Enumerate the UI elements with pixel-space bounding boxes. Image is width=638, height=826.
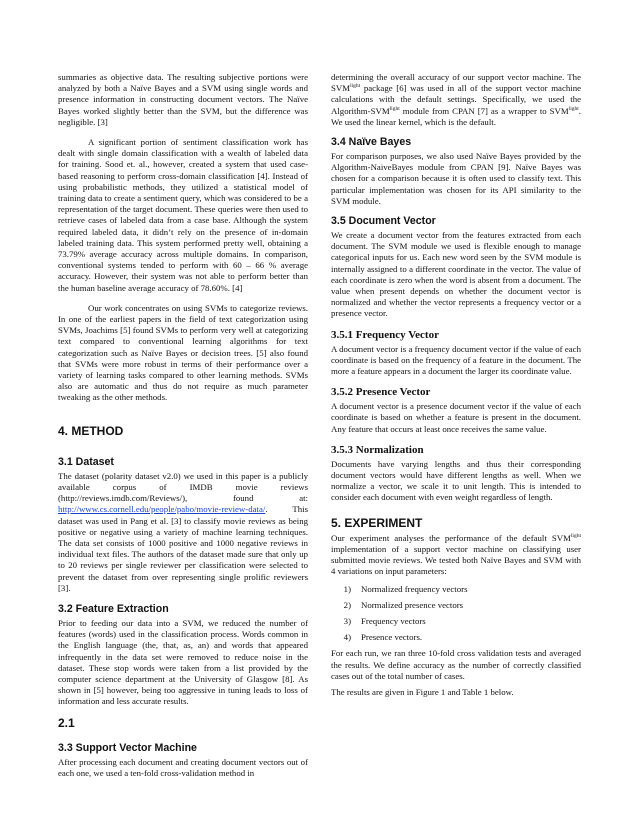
superscript-light: light	[570, 532, 581, 539]
paragraph-dataset	[58, 471, 308, 594]
dataset-link[interactable]: http://www.cs.cornell.edu/people/pabo/movie-review-data/	[58, 504, 266, 515]
list-number: 3)	[343, 615, 351, 626]
superscript-light: light	[568, 105, 579, 112]
heading-frequency-vector: 3.5.1 Frequency Vector	[331, 328, 439, 341]
list-item	[331, 632, 581, 643]
paragraph-cross-domain: A significant portion of sentiment classification work has dealt with single domain classification with a wealth of labeled data for training. Sood et. al., however, created a system that used case-based reasoning to perform cross-domain classification [4]. Instead of using probabilistic methods, they utilized a statistical model of training data to create a sentiment query, which was considered to be a representation of the target document. These queries were then used to retrieve cases of labeled data from a case base. Although the system required labeled data, it didn’t rely on the presence of in-domain labeled training data. This system performed pretty well, obtaining a 73.79% average accuracy across multiple domains. In comparison, conventional systems tended to perform with 60 – 66 % average accuracy. However, their system was not able to perform better than the human baseline average accuracy of 78.60%. [4]	[58, 137, 308, 293]
paragraph-runs: For each run, we ran three 10-fold cross validation tests and averaged the results. We define accuracy as the number of correctly classified cases out of the total number of cases.	[331, 648, 581, 681]
list-text: Presence vectors.	[361, 632, 423, 643]
superscript-light: light	[350, 83, 361, 90]
list-item	[331, 584, 581, 595]
paragraph-results: The results are given in Figure 1 and Table 1 below.	[331, 686, 514, 697]
heading-normalization: 3.5.3 Normalization	[331, 443, 424, 456]
heading-2-1: 2.1	[58, 715, 75, 730]
list-item	[331, 616, 581, 627]
list-number: 2)	[343, 599, 351, 610]
text-run: module from CPAN [7] as a wrapper to SVM	[399, 105, 569, 116]
paragraph-feature-extraction: Prior to feeding our data into a SVM, we reduced the number of features (words) used in the classification process. Words common in the English language (the, that, as, an) and words that appeared infrequently in the data set were removed to reduce noise in the dataset. These stop words were taken from a list provided by the computer science department at the University of Glasgow [8]. As shown in [5] however, being too aggressive in tuning leads to loss of information and less accurate results.	[58, 617, 308, 707]
paragraph-experiment	[331, 533, 581, 578]
dataset-text-b: . This dataset was used in Pang et al. [3] to classify movie reviews as being positive or negative using a variety of machine learning techniques. The data set consists of 1000 positive and 1000 negative reviews in individual text files. The authors of the dataset made sure that only up to 20 reviews per single reviewer per classification were selected to prevent the dataset from over representing single prolific reviewers [3].	[58, 504, 308, 593]
paragraph-svm-work: Our work concentrates on using SVMs to categorize reviews. In one of the earliest papers in the field of text categorization using SVMs, Joachims [5] found SVMs to perform very well at categorizing text compared to conventional learning algorithms for text categorization such as Naïve Bayes or decision trees. [5] also found that SVMs were more robust in terms of their performance over a variety of learning tasks compared to other learning methods. SVMs also are automatic and thus do not require as much parameter tweaking as the other methods.	[58, 302, 308, 403]
paragraph-normalization: Documents have varying lengths and thus their corresponding document vectors would have different lengths as well. When we normalize a vector, we scale it to unit length. This is intended to consider each document with even weight regardless of length.	[331, 458, 581, 503]
paragraph-support-vector-machine: After processing each document and creating document vectors out of each one, we used a ten-fold cross-validation method in	[58, 756, 308, 778]
list-text: Normalized presence vectors	[361, 599, 464, 610]
text-run: determining the overall accuracy of our support vector machine. The SVM	[331, 72, 581, 94]
text-run: implementation of a support vector machine on classifying user submitted movie reviews. We tested both Naïve Bayes and SVM with 4 variations on input parameters:	[331, 543, 581, 577]
left-column	[58, 72, 308, 779]
list-text: Normalized frequency vectors	[361, 583, 468, 594]
heading-presence-vector: 3.5.2 Presence Vector	[331, 386, 431, 399]
dataset-text-a: The dataset (polarity dataset v2.0) we used in this paper is a publicly available corpus of IMDB movie reviews (http://reviews.imdb.com/Reviews/), found at:	[58, 470, 308, 504]
paragraph-svm-accuracy	[331, 72, 581, 128]
superscript-light: light	[389, 105, 400, 112]
paragraph-naive-bayes: For comparison purposes, we also used Naïve Bayes provided by the Algorithm-NaiveBayes module from CPAN [9]. Naïve Bayes was chosen for a comparison because it is often used to classify text. This particular implementation was chosen for its API similarity to the SVM module.	[331, 151, 581, 206]
text-run: package [6] was used in all of the support vector machine calculations with the default settings. Specifically, we used the Algorithm-SVM	[331, 83, 581, 116]
text-run: Our experiment analyses the performance of the default SVM	[331, 532, 571, 543]
heading-dataset: 3.1 Dataset	[58, 455, 114, 468]
paragraph-frequency-vector: A document vector is a frequency document vector if the value of each coordinate is based on the frequency of a feature in the document. The more a feature appears in a document the larger its coordinate value.	[331, 343, 581, 377]
paragraph-summaries: summaries as objective data. The resulting subjective portions were analyzed by both a Naïve Bayes and a SVM using single words and presence information in constructing document vectors. The Naïve Bayes worked slightly better than the SVM, but the difference was negligible. [3]	[58, 72, 308, 127]
text-run: . We used the linear kernel, which is the default.	[331, 105, 581, 127]
list-text: Frequency vectors	[361, 615, 426, 626]
list-item	[331, 600, 581, 611]
right-column	[331, 72, 581, 698]
heading-naive-bayes: 3.4 Naïve Bayes	[331, 136, 412, 149]
heading-support-vector-machine: 3.3 Support Vector Machine	[58, 741, 197, 754]
heading-document-vector: 3.5 Document Vector	[331, 215, 436, 228]
list-number: 4)	[343, 632, 351, 643]
heading-feature-extraction: 3.2 Feature Extraction	[58, 602, 169, 615]
parameter-list	[331, 584, 581, 644]
paragraph-presence-vector: A document vector is a presence document vector if the value of each coordinate is based on whether a feature is present in the document. Any feature that occurs at least once receives the same value.	[331, 401, 581, 434]
heading-experiment: 5. EXPERIMENT	[331, 515, 423, 530]
heading-method: 4. METHOD	[58, 423, 124, 438]
list-number: 1)	[343, 583, 351, 594]
paragraph-document-vector: We create a document vector from the features extracted from each document. The SVM module we used is flexible enough to manage categorical inputs for us. Each new word seen by the SVM module is internally assigned to a different coordinate in the vector. The value of each coordinate is zero when the word is absent from a document. The value when present depends on whether the document vector is normalized and whether the vector represents a frequency vector or a presence vector.	[331, 230, 581, 319]
